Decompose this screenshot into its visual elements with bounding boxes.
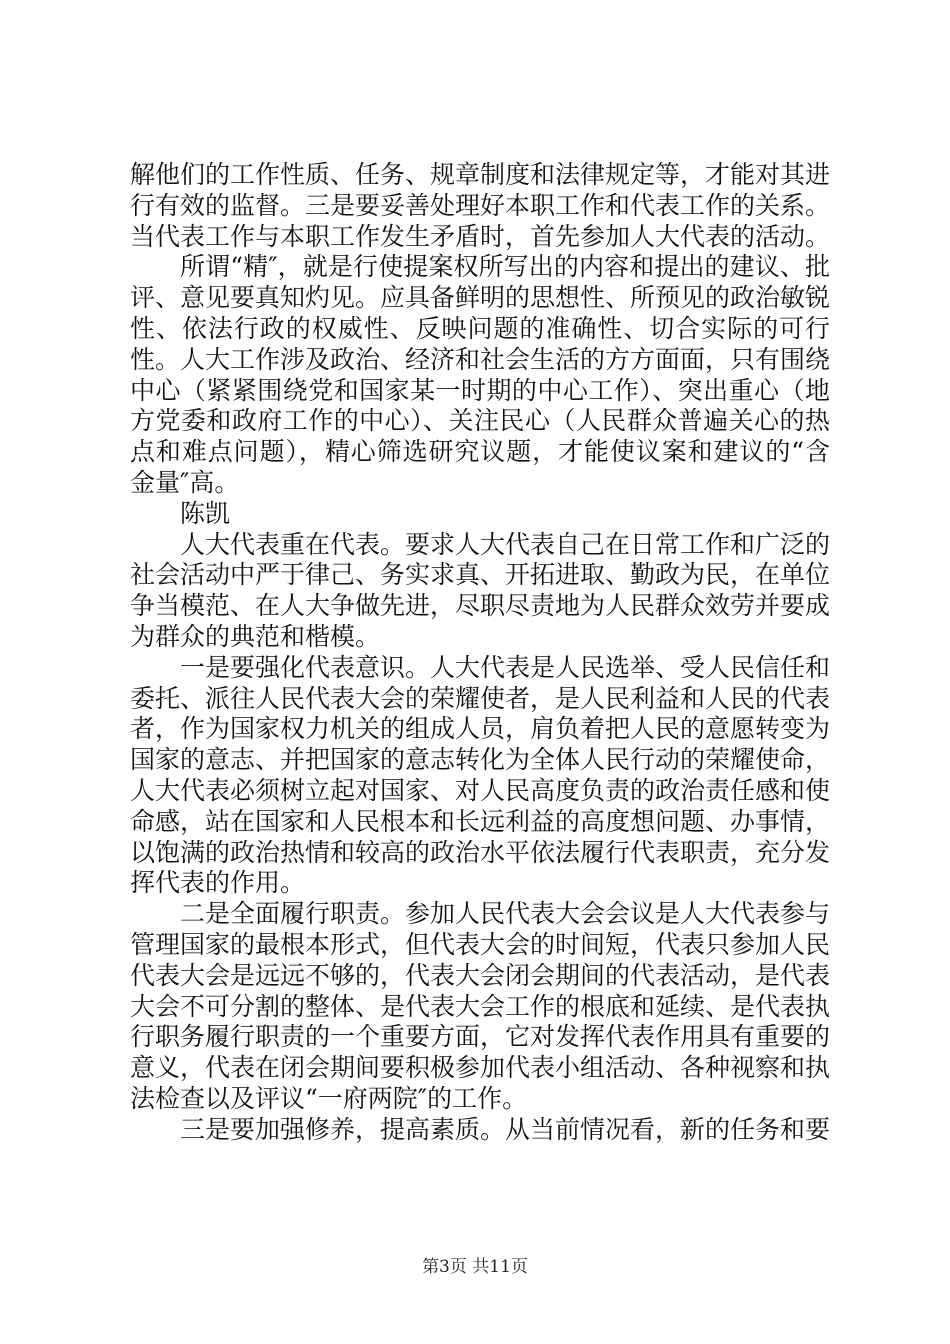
author-name: 陈凯 (180, 498, 231, 528)
page-number-footer: 第3页 共11页 (422, 1257, 528, 1277)
paragraph-point-two: 二是全面履行职责。参加人民代表大会会议是人大代表参与管理国家的最根本形式，但代表大会的时间短，代表只参加人民代表大会是远远不够的，代表大会闭会期间的代表活动，是代表大会不可分割的整体、是代表大会工作的根底和延续、是代表执行职务履行职责的一个重要方面，它对发挥代表作用具有重要的意义，代表在闭会期间要积极参加代表小组活动、各种视察和执法检查以及评议“一府两院″的工作。 (130, 899, 831, 1113)
paragraph-continuation: 解他们的工作性质、任务、规章制度和法律规定等，才能对其进行有效的监督。三是要妥善处理好本职工作和代表工作的关系。当代表工作与本职工作发生矛盾时，首先参加人大代表的活动。 (130, 160, 831, 251)
document-body (130, 160, 830, 1146)
paragraph-jing: 所谓“精″，就是行使提案权所写出的内容和提出的建议、批评、意见要真知灼见。应具备鲜明的思想性、所预见的政治敏锐性、依法行政的权威性、反映问题的准确性、切合实际的可行性。人大工作涉及政治、经济和社会生活的方方面面，只有围绕中心（紧紧围绕党和国家某一时期的中心工作）、突出重心（地方党委和政府工作的中心）、关注民心（人民群众普遍关心的热点和难点问题），精心筛选研究议题，才能使议案和建议的“含金量″高。 (130, 252, 831, 497)
paragraph-intro: 人大代表重在代表。要求人大代表自己在日常工作和广泛的社会活动中严于律己、务实求真、开拓进取、勤政为民，在单位争当模范、在人大争做先进，尽职尽责地为人民群众效劳并要成为群众的典范和楷模。 (130, 529, 831, 651)
paragraph-point-three: 三是要加强修养，提高素质。从当前情况看，新的任务和要 (180, 1114, 831, 1144)
paragraph-point-one: 一是要强化代表意识。人大代表是人民选举、受人民信任和委托、派往人民代表大会的荣耀使者，是人民利益和人民的代表者，作为国家权力机关的组成人员，肩负着把人民的意愿转变为国家的意志、并把国家的意志转化为全体人民行动的荣耀使命，人大代表必须树立起对国家、对人民高度负责的政治责任感和使命感，站在国家和人民根本和长远利益的高度想问题、办事情，以饱满的政治热情和较高的政治水平依法履行代表职责，充分发挥代表的作用。 (130, 652, 831, 898)
